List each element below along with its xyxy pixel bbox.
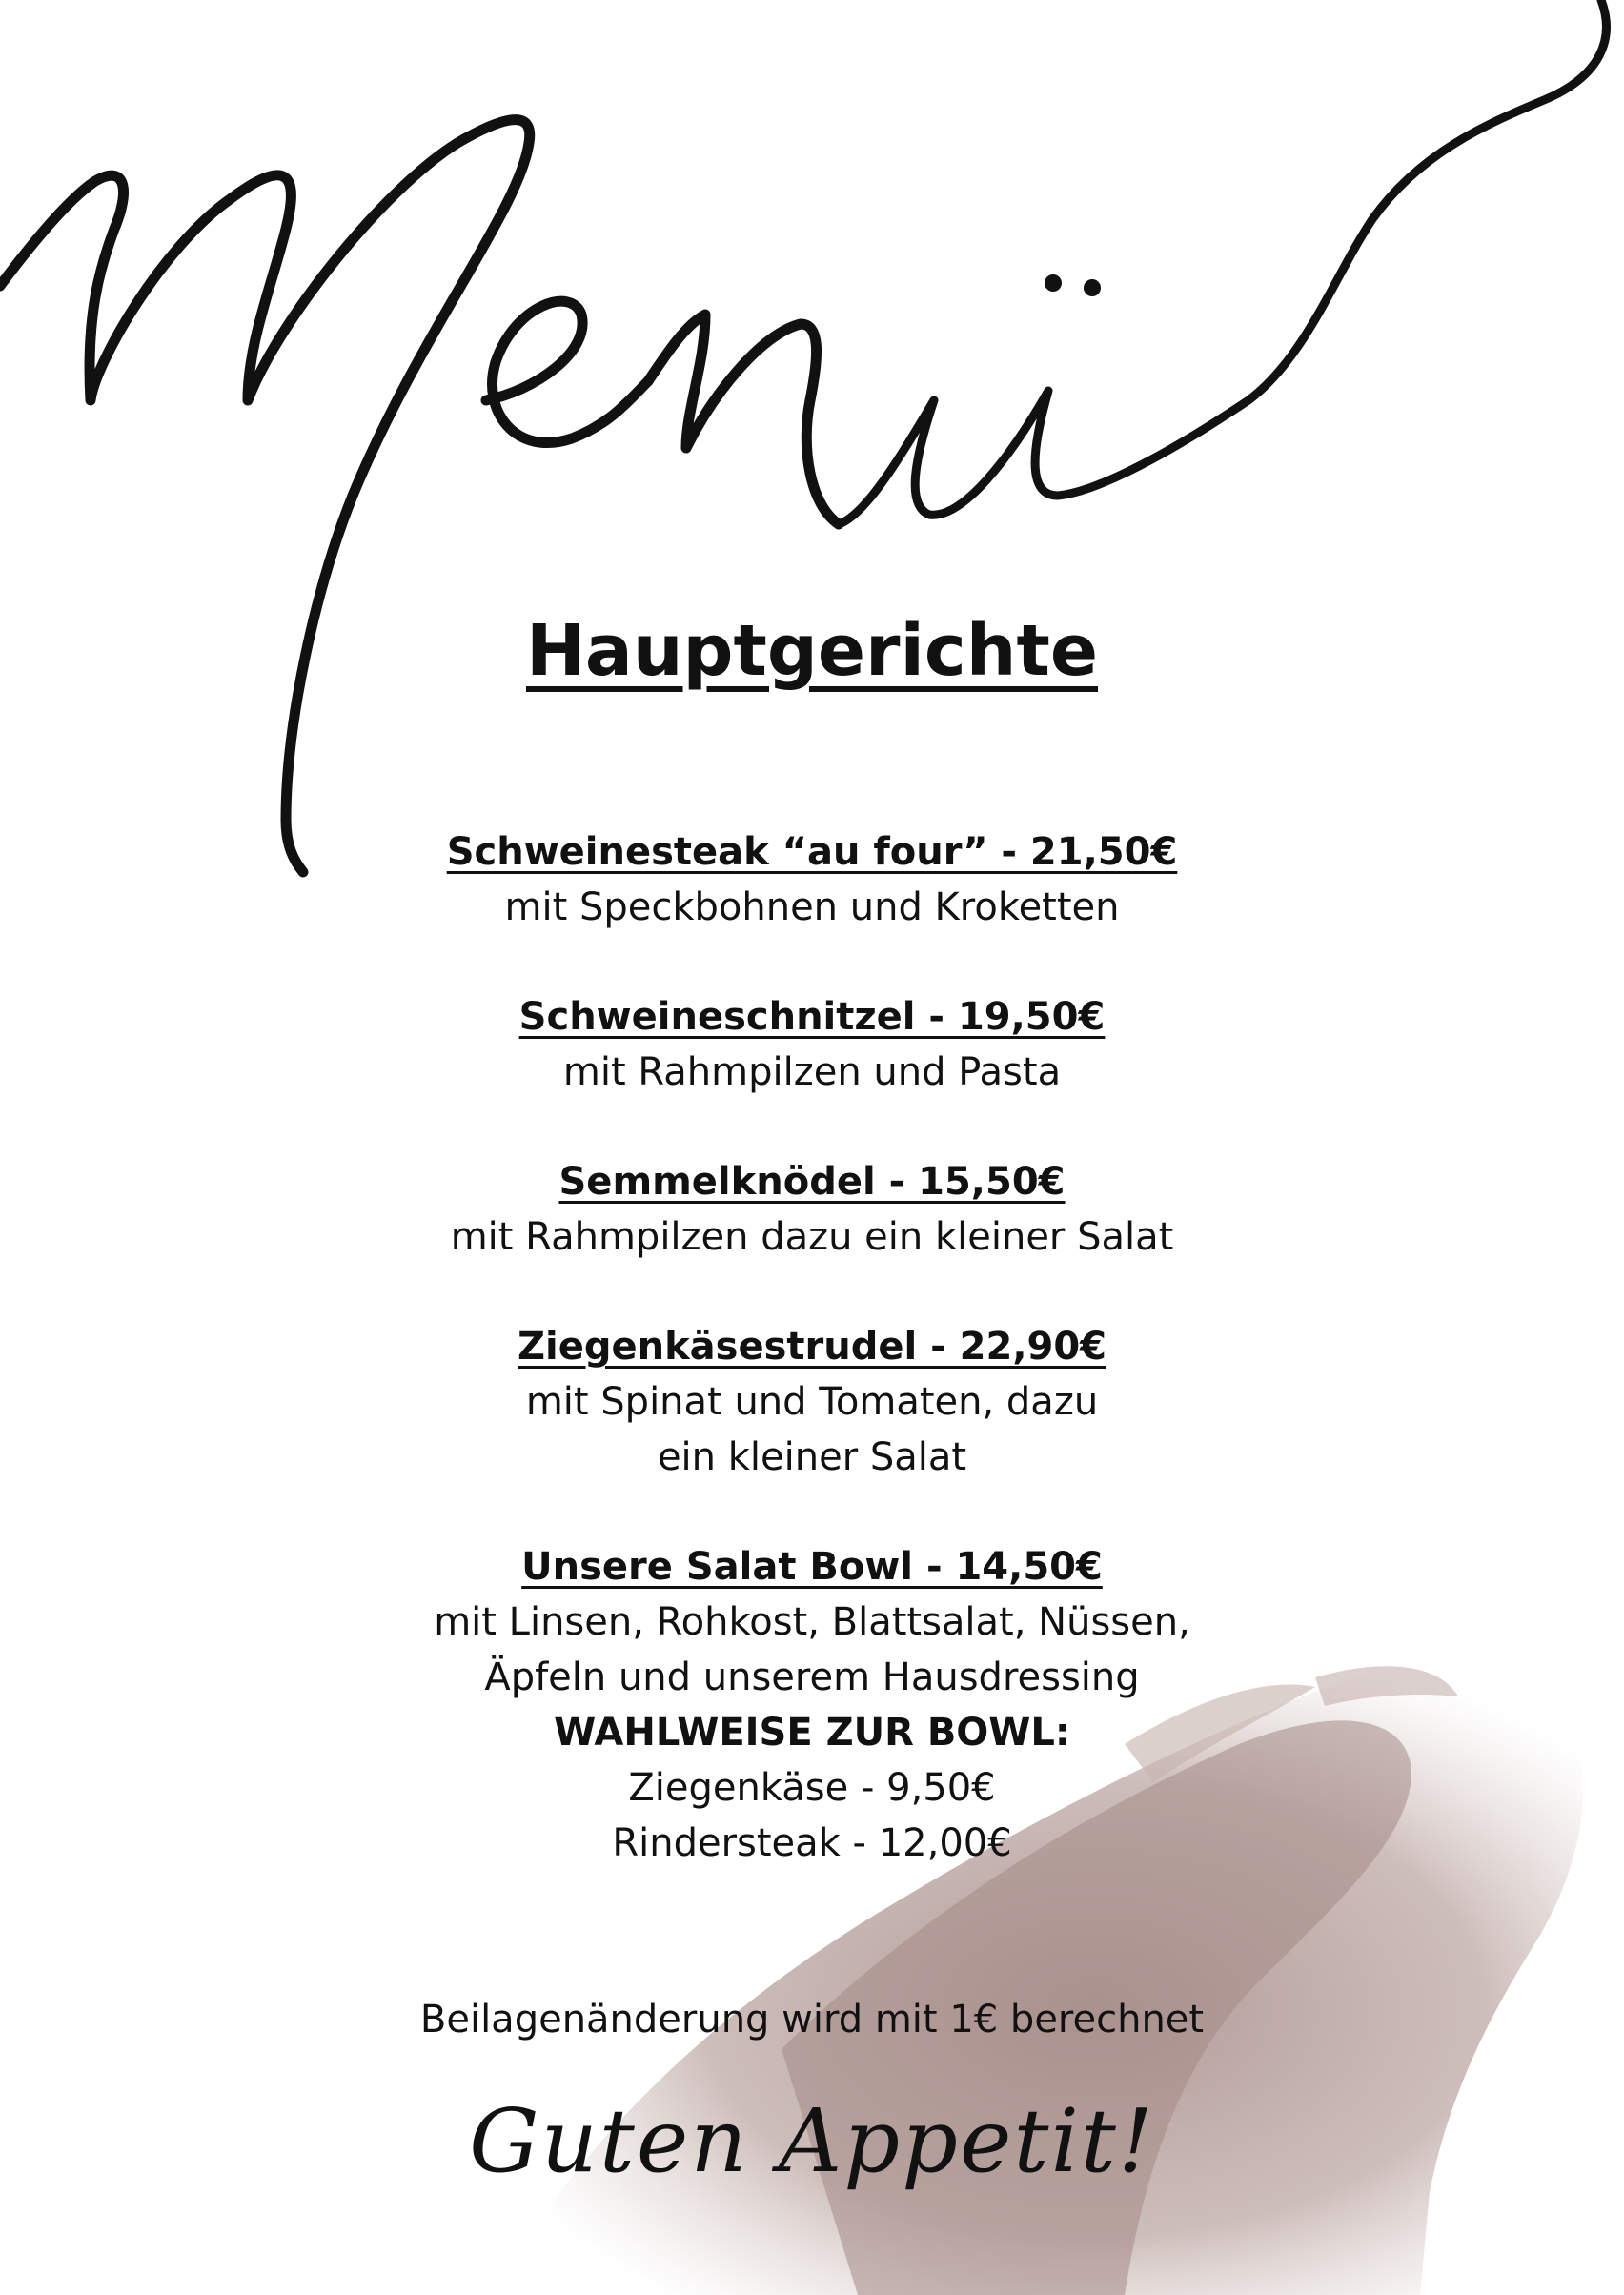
menu-script-title xyxy=(0,0,1606,872)
bowl-option: Ziegenkäse - 9,50€ xyxy=(628,1766,996,1810)
dish-description: ein kleiner Salat xyxy=(657,1435,967,1479)
side-dish-change-note: Beilagenänderung wird mit 1€ berechnet xyxy=(419,1998,1205,2041)
dish-title: Unsere Salat Bowl - 14,50€ xyxy=(521,1545,1103,1589)
section-title: Hauptgerichte xyxy=(525,610,1099,692)
dish-description: mit Rahmpilzen dazu ein kleiner Salat xyxy=(450,1215,1174,1259)
dish-description: Äpfeln und unserem Hausdressing xyxy=(484,1655,1140,1699)
dish-list xyxy=(0,824,1624,1925)
dish-title: Ziegenkäsestrudel - 22,90€ xyxy=(517,1325,1107,1369)
dish-item xyxy=(0,1319,1624,1485)
dish-title: Schweineschnitzel - 19,50€ xyxy=(518,995,1106,1039)
dish-title: Schweinesteak “au four” - 21,50€ xyxy=(446,830,1178,874)
dish-item xyxy=(0,989,1624,1100)
dish-description: mit Spinat und Tomaten, dazu xyxy=(525,1380,1099,1424)
signoff-script: Guten Appetit! xyxy=(469,2090,1155,2192)
dish-item xyxy=(0,1539,1624,1871)
bowl-options-heading: WAHLWEISE ZUR BOWL: xyxy=(554,1711,1070,1755)
dish-description: mit Speckbohnen und Kroketten xyxy=(504,885,1120,929)
dish-description: mit Linsen, Rohkost, Blattsalat, Nüssen, xyxy=(434,1600,1190,1644)
dish-description: mit Rahmpilzen und Pasta xyxy=(562,1050,1062,1094)
dish-item xyxy=(0,1154,1624,1265)
dish-title: Semmelknödel - 15,50€ xyxy=(558,1160,1066,1204)
dish-item xyxy=(0,824,1624,935)
bowl-option: Rindersteak - 12,00€ xyxy=(612,1821,1012,1865)
